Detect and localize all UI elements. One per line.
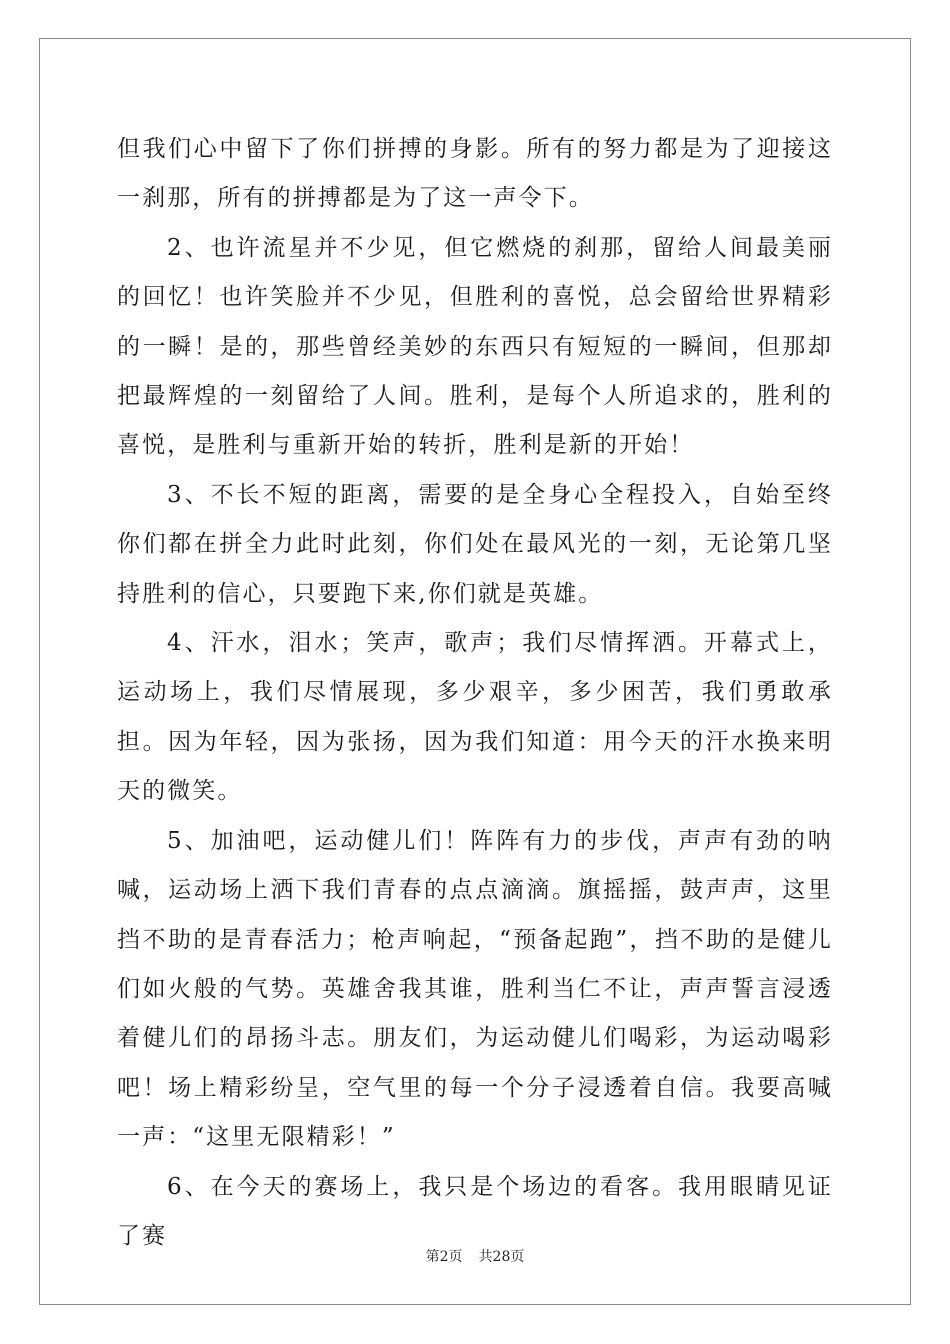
paragraph-4: 4、汗水，泪水；笑声，歌声；我们尽情挥洒。开幕式上，运动场上，我们尽情展现，多少艰辛，多少困苦，我们勇敢承担。因为年轻，因为张扬，因为我们知道：用今天的汗水换来明天的微笑。	[117, 630, 833, 805]
page-footer	[0, 1246, 950, 1266]
paragraph-3: 3、不长不短的距离，需要的是全身心全程投入，自始至终你们都在拼全力此时此刻，你们处在最风光的一刻，无论第几坚持胜利的信心，只要跑下来,你们就是英雄。	[117, 481, 833, 607]
page-number: 第2页	[425, 1249, 463, 1265]
paragraph-6: 6、在今天的赛场上，我只是个场边的看客。我用眼睛见证了赛	[117, 1173, 833, 1249]
page-total: 共28页	[478, 1249, 525, 1265]
document-body	[117, 125, 833, 1261]
paragraph-1: 但我们心中留下了你们拼搏的身影。所有的努力都是为了迎接这一刹那，所有的拼搏都是为了这一声令下。	[117, 136, 833, 212]
paragraph-2: 2、也许流星并不少见，但它燃烧的刹那，留给人间最美丽的回忆！也许笑脸并不少见，但胜利的喜悦，总会留给世界精彩的一瞬！是的，那些曾经美妙的东西只有短短的一瞬间，但那却把最辉煌的一刻留给了人间。胜利，是每个人所追求的，胜利的喜悦，是胜利与重新开始的转折，胜利是新的开始！	[117, 234, 833, 459]
paragraph-5: 5、加油吧，运动健儿们！阵阵有力的步伐，声声有劲的呐喊，运动场上洒下我们青春的点点滴滴。旗摇摇，鼓声声，这里挡不助的是青春活力；枪声响起，“预备起跑”，挡不助的是健儿们如火般的气势。英雄舍我其谁，胜利当仁不让，声声誓言浸透着健儿们的昂扬斗志。朋友们，为运动健儿们喝彩，为运动喝彩吧！场上精彩纷呈，空气里的每一个分子浸透着自信。我要高喊一声：“这里无限精彩！”	[117, 827, 833, 1151]
